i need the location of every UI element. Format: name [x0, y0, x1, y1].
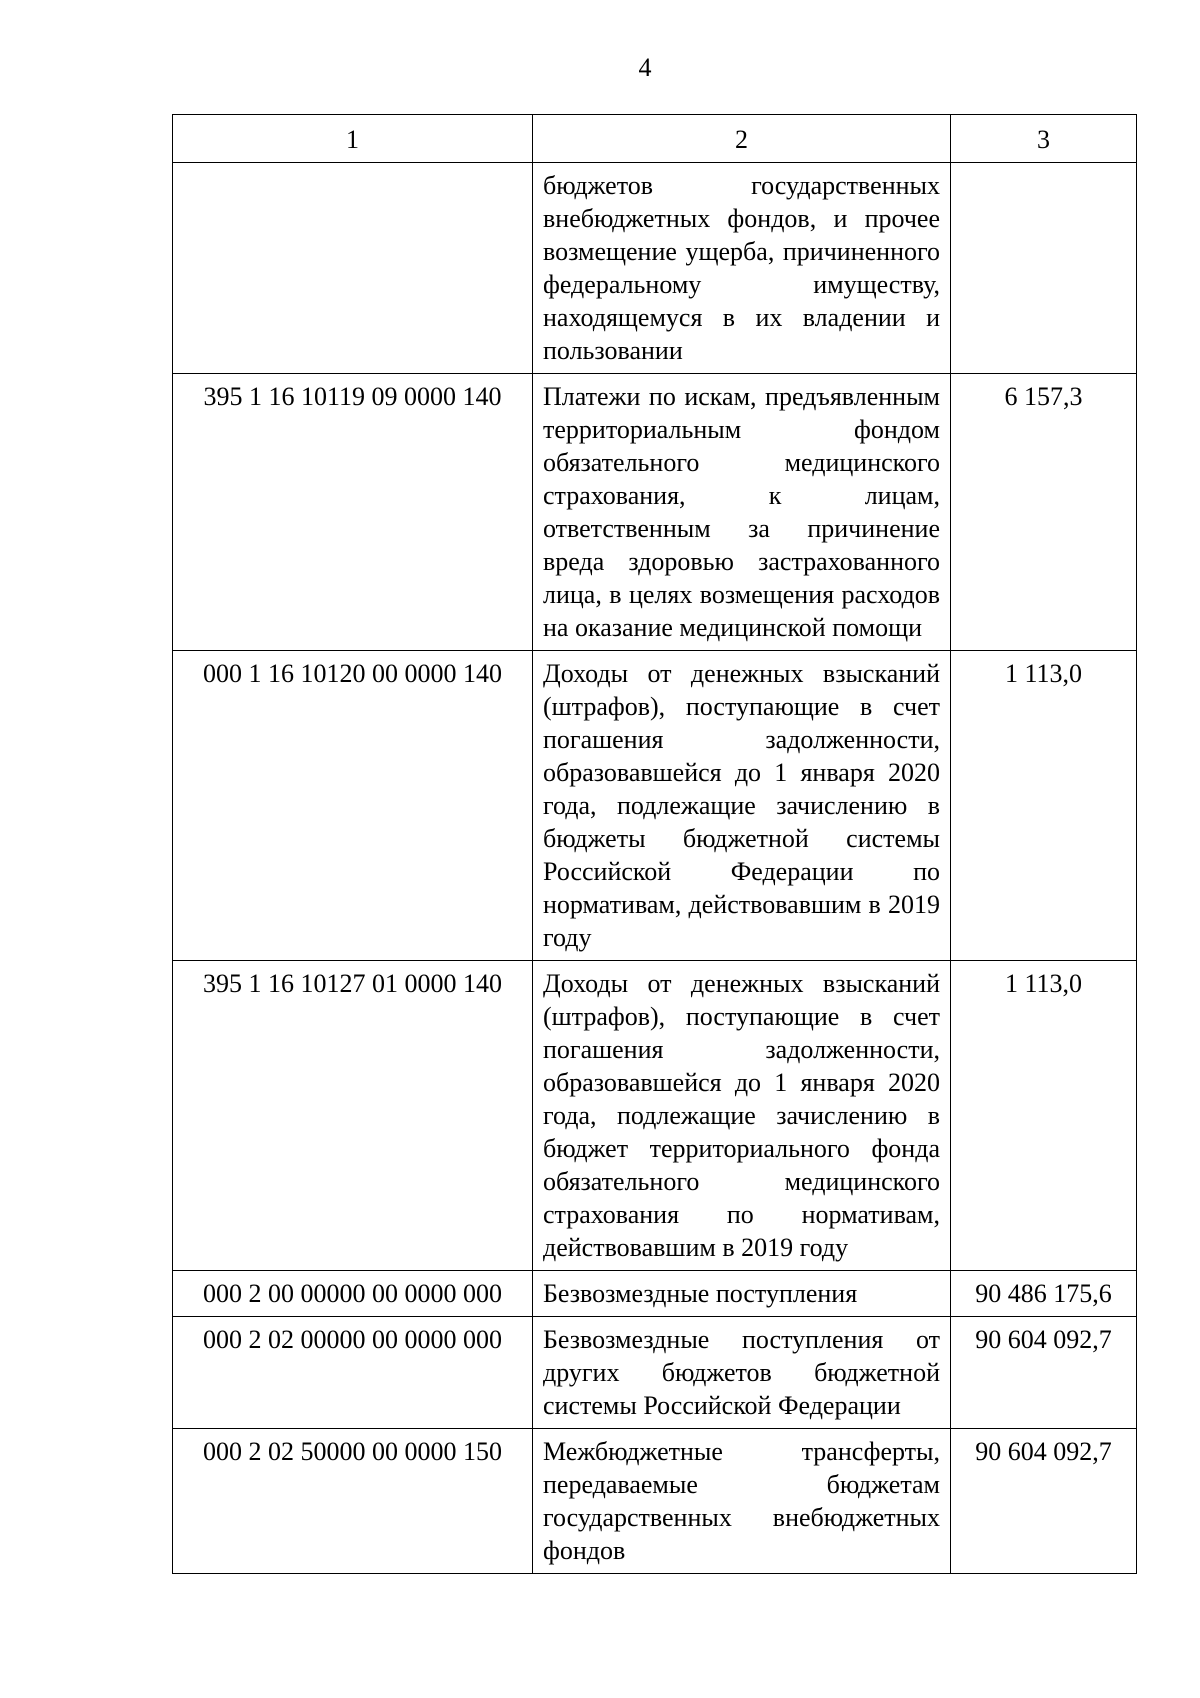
table-row	[173, 374, 1137, 651]
row-amount: 6 157,3	[951, 374, 1137, 651]
table-row	[173, 651, 1137, 961]
row-code	[173, 163, 533, 374]
row-amount: 90 604 092,7	[951, 1317, 1137, 1429]
revenue-table	[172, 114, 1137, 1574]
row-description: Доходы от денежных взысканий (штрафов), поступающие в счет погашения задолженности, образовавшейся до 1 января 2020 года, подлежащие зачислению в бюджеты бюджетной системы Российской Федерации по нормативам, действовавшим в 2019 году	[533, 651, 951, 961]
row-amount	[951, 163, 1137, 374]
column-header-code: 1	[173, 115, 533, 163]
row-description: бюджетов государственных внебюджетных фондов, и прочее возмещение ущерба, причиненного федеральному имуществу, находящемуся в их владении и пользовании	[533, 163, 951, 374]
row-amount: 1 113,0	[951, 651, 1137, 961]
row-code: 395 1 16 10119 09 0000 140	[173, 374, 533, 651]
table-row	[173, 1271, 1137, 1317]
column-header-amount: 3	[951, 115, 1137, 163]
row-description: Безвозмездные поступления от других бюджетов бюджетной системы Российской Федерации	[533, 1317, 951, 1429]
row-description: Межбюджетные трансферты, передаваемые бюджетам государственных внебюджетных фондов	[533, 1429, 951, 1574]
row-code: 000 2 00 00000 00 0000 000	[173, 1271, 533, 1317]
table-row	[173, 163, 1137, 374]
row-description: Платежи по искам, предъявленным территориальным фондом обязательного медицинского страхования, к лицам, ответственным за причинение вреда здоровью застрахованного лица, в целях возмещения расходов на оказание медицинской помощи	[533, 374, 951, 651]
row-code: 000 2 02 00000 00 0000 000	[173, 1317, 533, 1429]
table-row	[173, 1429, 1137, 1574]
row-code: 000 1 16 10120 00 0000 140	[173, 651, 533, 961]
row-code: 000 2 02 50000 00 0000 150	[173, 1429, 533, 1574]
page-number: 4	[638, 53, 652, 82]
row-amount: 90 604 092,7	[951, 1429, 1137, 1574]
column-header-description: 2	[533, 115, 951, 163]
table-row	[173, 1317, 1137, 1429]
row-description: Безвозмездные поступления	[533, 1271, 951, 1317]
row-amount: 1 113,0	[951, 961, 1137, 1271]
table-row	[173, 961, 1137, 1271]
row-description: Доходы от денежных взысканий (штрафов), поступающие в счет погашения задолженности, образовавшейся до 1 января 2020 года, подлежащие зачислению в бюджет территориального фонда обязательного медицинского страхования по нормативам, действовавшим в 2019 году	[533, 961, 951, 1271]
row-amount: 90 486 175,6	[951, 1271, 1137, 1317]
table-header-row	[173, 115, 1137, 163]
row-code: 395 1 16 10127 01 0000 140	[173, 961, 533, 1271]
